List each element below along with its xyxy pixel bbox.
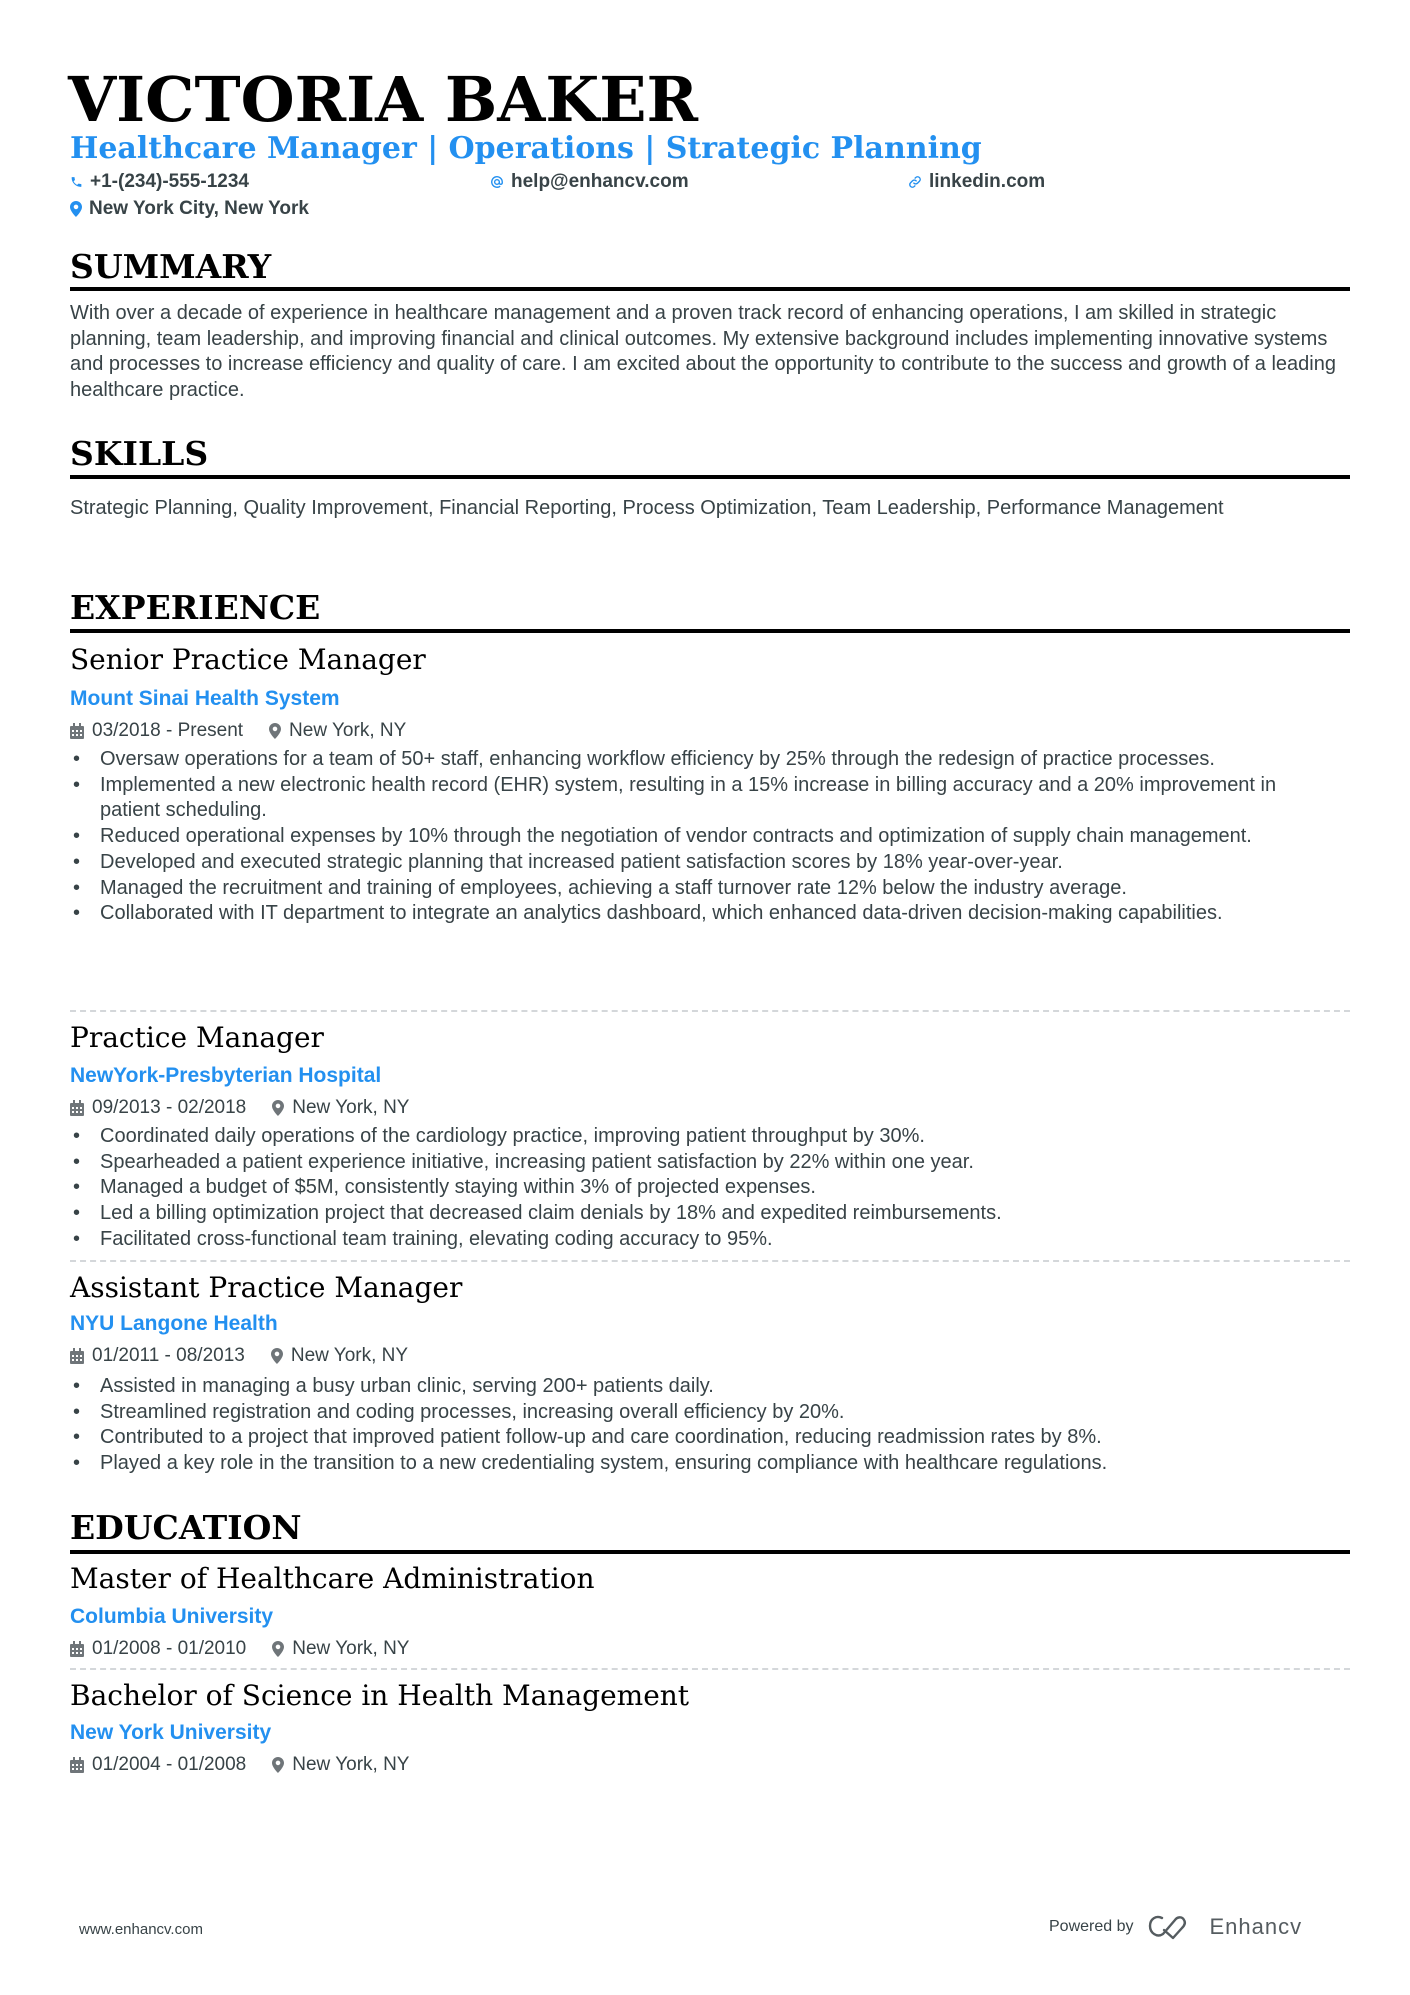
- bullet-item: • Collaborated with IT department to integrate an analytics dashboard, which enhanced data-driven decision-making capabilities.: [73, 902, 1223, 925]
- calendar-icon: [70, 723, 84, 739]
- location-pin-icon: [269, 723, 281, 739]
- location-text: New York City, New York: [89, 198, 309, 219]
- bullet-item: • Led a billing optimization project that decreased claim denials by 18% and expedited reimbursements.: [73, 1202, 1002, 1225]
- bullet-item: • Played a key role in the transition to a new credentialing system, ensuring compliance with healthcare regulations.: [73, 1452, 1108, 1475]
- bullet-item: • Facilitated cross-functional team training, elevating coding accuracy to 95%.: [73, 1227, 773, 1250]
- company-name: NYU Langone Health: [70, 1312, 278, 1335]
- calendar-icon: [70, 1641, 84, 1657]
- summary-text: With over a decade of experience in healthcare management and a proven track record of enhancing operations, I am skilled in strategic planning, team leadership, and improving financial and clinical outcomes. My extensive background includes implementing innovative systems and processes to increase efficiency and quality of care. I am excited about the opportunity to contribute to the success and growth of a leading healthcare practice.: [70, 302, 1336, 402]
- calendar-icon: [70, 1348, 84, 1364]
- job-location: [269, 719, 406, 743]
- contact-email[interactable]: [490, 170, 689, 194]
- entry-separator: [70, 1260, 1350, 1262]
- bullet-item: • Managed a budget of $5M, consistently staying within 3% of projected expenses.: [73, 1176, 816, 1199]
- bullet-item: • Assisted in managing a busy urban clinic, serving 200+ patients daily.: [73, 1375, 714, 1397]
- education-location: [272, 1637, 409, 1661]
- education-meta: [70, 1753, 435, 1777]
- email-text[interactable]: help@enhancv.com: [511, 171, 689, 192]
- education-dates-text: 01/2004 - 01/2008: [92, 1754, 247, 1775]
- education-meta: [70, 1637, 435, 1661]
- powered-by[interactable]: [1049, 1914, 1302, 1940]
- job-location: [271, 1344, 408, 1368]
- job-dates-text: 09/2013 - 02/2018: [92, 1097, 247, 1118]
- job-dates-text: 03/2018 - Present: [92, 720, 244, 741]
- job-location-text: New York, NY: [290, 1345, 409, 1366]
- job-title: Senior Practice Manager: [70, 643, 426, 676]
- enhancv-brand: Enhancv: [1209, 1914, 1303, 1939]
- job-dates-text: 01/2011 - 08/2013: [92, 1345, 245, 1366]
- footer-website-link[interactable]: www.enhancv.com: [79, 1921, 203, 1938]
- calendar-icon: [70, 1100, 84, 1116]
- job-location-text: New York, NY: [292, 1097, 410, 1118]
- bullet-item: • Oversaw operations for a team of 50+ staff, enhancing workflow efficiency by 25% through the redesign of practice processes.: [73, 748, 1215, 770]
- phone-text: +1-(234)-555-1234: [90, 171, 249, 192]
- location-pin-icon: [272, 1641, 284, 1657]
- job-meta: [70, 719, 432, 743]
- education-location: [272, 1753, 409, 1777]
- job-dates: [70, 1344, 245, 1368]
- job-bullets: [70, 1374, 1340, 1477]
- education-dates-text: 01/2008 - 01/2010: [92, 1638, 247, 1659]
- education-location-text: New York, NY: [292, 1638, 410, 1659]
- skills-text: Strategic Planning, Quality Improvement, Financial Reporting, Process Optimization, Team Leadership, Performance Management: [70, 497, 1224, 519]
- contact-linkedin[interactable]: [908, 170, 1045, 194]
- entry-separator: [70, 1668, 1350, 1670]
- job-location-text: New York, NY: [289, 720, 407, 741]
- bullet-item: • Streamlined registration and coding processes, increasing overall efficiency by 20%.: [73, 1400, 845, 1423]
- section-title-experience: EXPERIENCE: [70, 588, 321, 627]
- entry-separator: [70, 1010, 1350, 1012]
- education-dates: [70, 1637, 246, 1661]
- enhancv-logo-icon: [1148, 1914, 1196, 1940]
- job-title: Assistant Practice Manager: [70, 1271, 463, 1304]
- link-icon: [908, 175, 922, 189]
- job-dates: [70, 719, 243, 743]
- contact-phone: [70, 170, 249, 194]
- school-name: Columbia University: [70, 1605, 274, 1628]
- section-rule: [70, 1550, 1350, 1554]
- job-meta: [70, 1096, 435, 1120]
- job-bullets: [70, 1124, 1340, 1253]
- candidate-name: VICTORIA BAKER: [68, 63, 698, 136]
- phone-icon: [70, 175, 83, 189]
- powered-by-label: Powered by: [1049, 1918, 1134, 1935]
- bullet-item: • Reduced operational expenses by 10% through the negotiation of vendor contracts and optimization of supply chain management.: [73, 825, 1252, 848]
- job-title: Practice Manager: [70, 1021, 324, 1054]
- section-rule: [70, 475, 1350, 479]
- location-pin-icon: [272, 1757, 284, 1773]
- location-pin-icon: [70, 201, 82, 217]
- section-rule: [70, 629, 1350, 633]
- at-icon: [490, 175, 504, 189]
- bullet-item: • Developed and executed strategic planning that increased patient satisfaction scores by 18% year-over-year.: [73, 850, 1063, 873]
- job-dates: [70, 1096, 246, 1120]
- location-pin-icon: [272, 1100, 284, 1116]
- education-location-text: New York, NY: [292, 1754, 410, 1775]
- section-title-education: EDUCATION: [70, 1508, 302, 1547]
- bullet-item: • Contributed to a project that improved patient follow-up and care coordination, reducing readmission rates by 8%.: [73, 1426, 1102, 1449]
- section-title-summary: SUMMARY: [70, 247, 272, 286]
- bullet-item: • Spearheaded a patient experience initiative, increasing patient satisfaction by 22% within one year.: [73, 1150, 974, 1173]
- section-title-skills: SKILLS: [70, 434, 209, 473]
- section-rule: [70, 287, 1350, 291]
- bullet-item: • Implemented a new electronic health record (EHR) system, resulting in a 15% increase in billing accuracy and a 20% improvement in patient scheduling.: [73, 773, 1277, 822]
- headline: Healthcare Manager | Operations | Strategic Planning: [70, 131, 982, 166]
- bullet-item: • Coordinated daily operations of the cardiology practice, improving patient throughput by 30%.: [73, 1125, 925, 1147]
- bullet-item: • Managed the recruitment and training of employees, achieving a staff turnover rate 12% below the industry average.: [73, 876, 1127, 899]
- calendar-icon: [70, 1757, 84, 1773]
- location-pin-icon: [271, 1348, 283, 1364]
- degree-title: Bachelor of Science in Health Management: [70, 1679, 690, 1712]
- job-meta: [70, 1344, 434, 1368]
- education-dates: [70, 1753, 246, 1777]
- job-bullets: [70, 747, 1340, 927]
- company-name: Mount Sinai Health System: [70, 687, 340, 710]
- linkedin-text[interactable]: linkedin.com: [929, 171, 1046, 192]
- degree-title: Master of Healthcare Administration: [70, 1562, 595, 1595]
- contact-location: [70, 197, 309, 221]
- school-name: New York University: [70, 1721, 272, 1744]
- job-location: [272, 1096, 409, 1120]
- company-name: NewYork-Presbyterian Hospital: [70, 1064, 382, 1087]
